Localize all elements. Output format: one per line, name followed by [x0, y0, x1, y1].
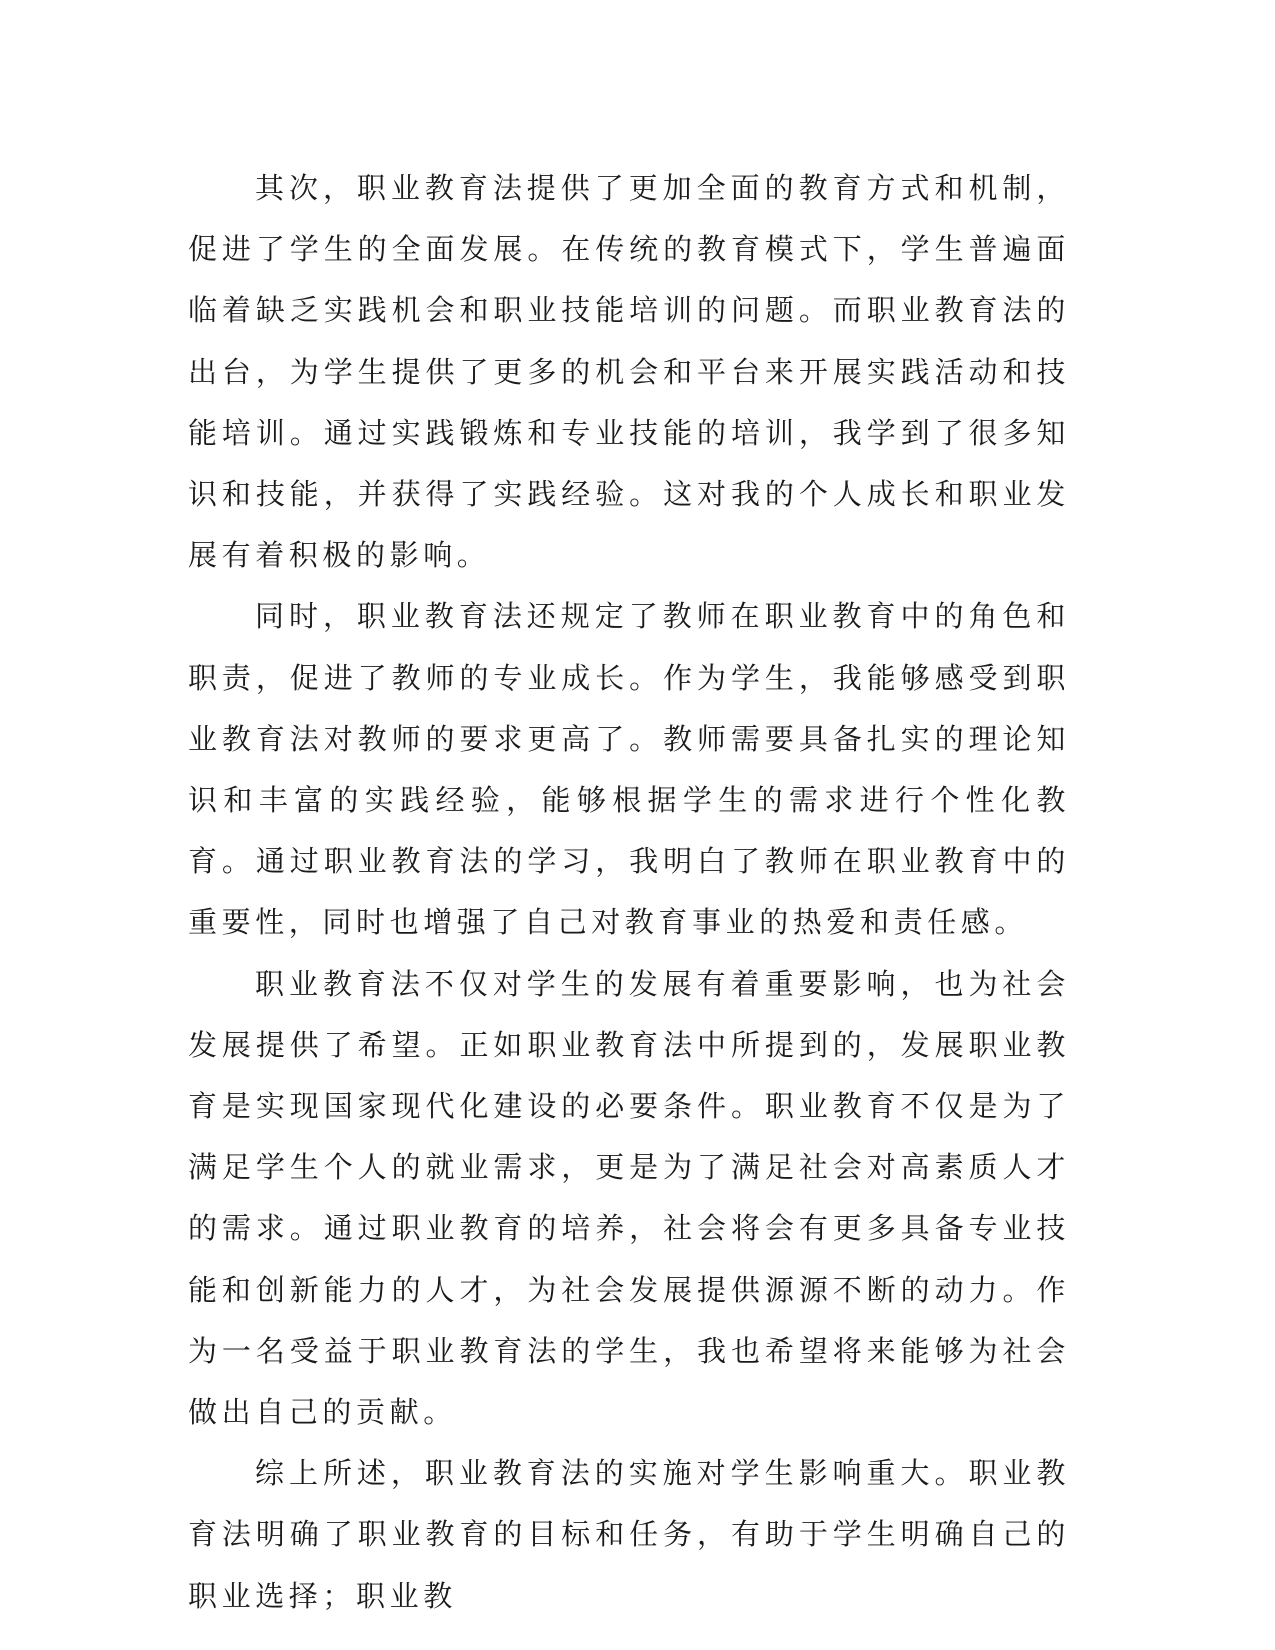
- document-body: [188, 158, 1070, 1627]
- paragraph-summary: 综上所述，职业教育法的实施对学生影响重大。职业教育法明确了职业教育的目标和任务，有助于学生明确自己的职业选择；职业教: [188, 1456, 1070, 1613]
- paragraph-comprehensive-education: 其次，职业教育法提供了更加全面的教育方式和机制，促进了学生的全面发展。在传统的教育模式下，学生普遍面临着缺乏实践机会和职业技能培训的问题。而职业教育法的出台，为学生提供了更多的机会和平台来开展实践活动和技能培训。通过实践锻炼和专业技能的培训，我学到了很多知识和技能，并获得了实践经验。这对我的个人成长和职业发展有着积极的影响。: [188, 171, 1070, 573]
- paragraph-social-development: 职业教育法不仅对学生的发展有着重要影响，也为社会发展提供了希望。正如职业教育法中所提到的，发展职业教育是实现国家现代化建设的必要条件。职业教育不仅是为了满足学生个人的就业需求，更是为了满足社会对高素质人才的需求。通过职业教育的培养，社会将会有更多具备专业技能和创新能力的人才，为社会发展提供源源不断的动力。作为一名受益于职业教育法的学生，我也希望将来能够为社会做出自己的贡献。: [188, 966, 1070, 1430]
- paragraph-teacher-growth: 同时，职业教育法还规定了教师在职业教育中的角色和职责，促进了教师的专业成长。作为学生，我能够感受到职业教育法对教师的要求更高了。教师需要具备扎实的理论知识和丰富的实践经验，能够根据学生的需求进行个性化教育。通过职业教育法的学习，我明白了教师在职业教育中的重要性，同时也增强了自己对教育事业的热爱和责任感。: [188, 599, 1070, 940]
